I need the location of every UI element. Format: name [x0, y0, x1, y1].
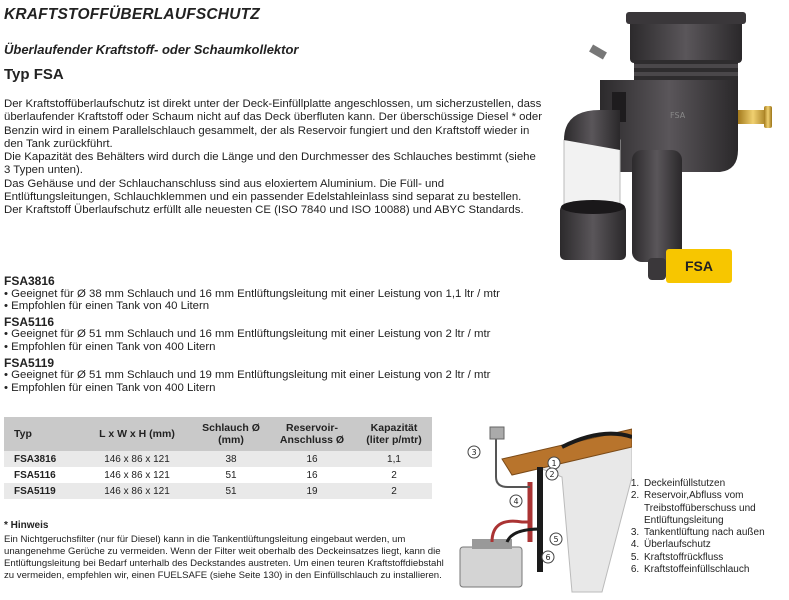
model-name: FSA5116: [4, 314, 55, 329]
product-type: Typ FSA: [4, 66, 64, 83]
fsa-badge: FSA: [666, 249, 732, 283]
callout-label: 3: [471, 448, 477, 457]
table-cell: 51: [194, 483, 268, 499]
model-block: [4, 316, 654, 354]
diagram-legend: [630, 478, 789, 576]
table-cell: 1,1: [356, 451, 432, 467]
table-header: L x W x H (mm): [80, 417, 194, 451]
table-row: [4, 483, 432, 499]
note: [4, 520, 449, 582]
model-bullet: • Empfohlen für einen Tank von 400 Litern: [4, 382, 654, 395]
model-block: [4, 275, 654, 313]
product-mark: FSA: [670, 111, 686, 120]
page-title: KRAFTSTOFFÜBERLAUFSCHUTZ: [4, 6, 260, 23]
legend-item: 3. Tankentlüftung nach außen: [642, 527, 789, 539]
model-bullet: • Geeignet für Ø 51 mm Schlauch und 19 mm Entlüftungsleitung mit einer Leistung von 2 ltr / mtr: [4, 369, 654, 382]
callout-label: 1: [551, 459, 557, 468]
legend-item: 6. Kraftstoffeinfüllschlauch: [642, 564, 789, 576]
callout-label: 5: [553, 535, 559, 544]
table-cell: 38: [194, 451, 268, 467]
table-cell: 146 x 86 x 121: [80, 451, 194, 467]
legend-item: 1. Deckeinfüllstutzen: [642, 478, 789, 490]
callout-label: 4: [513, 497, 519, 506]
model-name: FSA3816: [4, 274, 55, 288]
description-paragraph: Der Kraftstoffüberlaufschutz ist direkt unter der Deck-Einfüllplatte angeschlossen, um sicherzustellen, dass überlaufender Kraftstoff oder Schaum nicht auf das Deck überfluten kann. Der überschüssige Diesel * oder Benzin wird in einem Parallelschlauch gesammelt, der als Reservoir fungiert und den Kraftstoff wieder in den Tank zurückführt.: [4, 98, 542, 150]
callout-label: 2: [549, 470, 555, 479]
model-bullet: • Empfohlen für einen Tank von 400 Litern: [4, 341, 654, 354]
model-bullet: • Geeignet für Ø 38 mm Schlauch und 16 mm Entlüftungsleitung mit einer Leistung von 1,1 ltr / mtr: [4, 288, 654, 301]
table-header: Typ: [4, 417, 80, 451]
table-row: [4, 451, 432, 467]
model-list: [4, 272, 654, 394]
table-cell: 51: [194, 467, 268, 483]
model-name: FSA5119: [4, 355, 55, 370]
spec-table: [4, 417, 432, 499]
table-cell: 146 x 86 x 121: [80, 467, 194, 483]
note-heading: * Hinweis: [4, 520, 49, 531]
legend-item: 5. Kraftstoffrückfluss: [642, 552, 789, 564]
legend-item: 2. Reservoir,Abfluss vom Treibstoffüberschuss und Entlüftungsleitung: [642, 490, 789, 527]
product-image: [560, 0, 780, 290]
table-cell: 2: [356, 483, 432, 499]
page-subtitle: Überlaufender Kraftstoff- oder Schaumkollektor: [4, 42, 299, 57]
table-cell: 2: [356, 467, 432, 483]
installation-diagram: [452, 417, 632, 597]
callout-label: 6: [545, 553, 551, 562]
table-cell: 16: [268, 451, 356, 467]
table-header: Kapazität (liter p/mtr): [356, 417, 432, 451]
description-paragraph: Das Gehäuse und der Schlauchanschluss sind aus eloxiertem Aluminium. Die Füll- und Entlüftungsleitungen, Schlauchklemmen und ein passender Edelstahleinlass sind separat zu bestellen.: [4, 177, 522, 204]
description: [4, 98, 544, 218]
table-cell: 16: [268, 467, 356, 483]
table-row: [4, 467, 432, 483]
table-cell: 19: [268, 483, 356, 499]
model-bullet: • Geeignet für Ø 51 mm Schlauch und 16 mm Entlüftungsleitung mit einer Leistung von 2 ltr / mtr: [4, 328, 654, 341]
table-cell: 146 x 86 x 121: [80, 483, 194, 499]
model-block: [4, 357, 654, 395]
table-header: Schlauch Ø (mm): [194, 417, 268, 451]
model-bullet: • Empfohlen für einen Tank von 40 Litern: [4, 300, 654, 313]
description-paragraph: Der Kraftstoff Überlaufschutz erfüllt alle neuesten CE (ISO 7840 und ISO 10088) und ABYC Standards.: [4, 204, 524, 217]
table-header-row: [4, 417, 432, 451]
table-cell: FSA5116: [4, 467, 80, 483]
legend-item: 4. Überlaufschutz: [642, 539, 789, 551]
table-header: Reservoir-Anschluss Ø: [268, 417, 356, 451]
note-text: Ein Nichtgeruchsfilter (nur für Diesel) kann in die Tankentlüftungsleitung eingebaut werden, um unangenehme Gerüche zu vermeiden. Wenn der Filter weit oberhalb des Deckeinsatzes liegt, kann die Entlüftungsleitung bei Bedarf unterhalb des Deckstandes austreten. Um einen teuren Kraftstoffdiebstahl zu vermeiden, empfehlen wir, einen FUELSAFE (siehe Seite 130) in den Einfüllschlauch zu installieren.: [4, 534, 444, 582]
table-cell: FSA3816: [4, 451, 80, 467]
table-cell: FSA5119: [4, 483, 80, 499]
description-paragraph: Die Kapazität des Behälters wird durch die Länge und den Durchmesser des Schlauches bestimmt (siehe 3 Typen unten).: [4, 151, 536, 177]
